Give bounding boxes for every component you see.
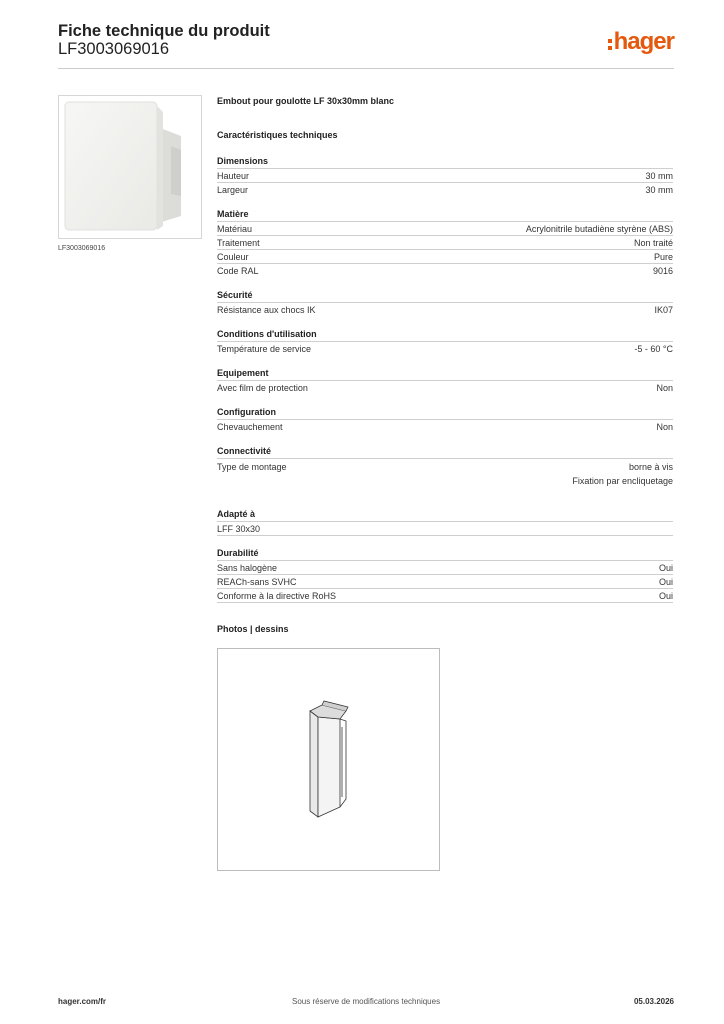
spec-value: 30 mm	[645, 184, 673, 195]
section-photos: Photos | dessins	[217, 624, 289, 634]
spec-row	[217, 521, 673, 535]
spec-label: Couleur	[217, 251, 249, 262]
spec-value: Oui	[658, 576, 673, 587]
thumbnail-caption: LF3003069016	[58, 245, 106, 252]
end-cap-photo-icon	[59, 96, 201, 238]
spec-row	[217, 419, 673, 433]
section-conditions: Conditions d'utilisation	[217, 329, 317, 339]
spec-label: Type de montage	[217, 462, 287, 472]
product-reference: LF3003069016	[58, 40, 170, 58]
spec-row	[217, 249, 673, 263]
technical-drawing	[217, 648, 440, 871]
spec-value: Non traité	[633, 237, 673, 248]
spec-label: Température de service	[217, 343, 312, 354]
section-adapte: Adapté à	[217, 509, 256, 519]
spec-value: Oui	[658, 562, 673, 573]
spec-label: LFF 30x30	[217, 523, 261, 534]
page-title: Fiche technique du produit	[58, 22, 270, 40]
spec-row	[217, 341, 673, 355]
footer-disclaimer: Sous réserve de modifications techniques	[292, 997, 441, 1006]
logo-dots-icon	[608, 39, 612, 50]
spec-value: Acrylonitrile butadiène styrène (ABS)	[525, 223, 673, 234]
spec-label: Avec film de protection	[217, 382, 308, 393]
section-configuration: Configuration	[217, 407, 276, 417]
spec-value: 30 mm	[645, 170, 673, 181]
section-matiere: Matière	[217, 209, 249, 219]
footer-website-link[interactable]: hager.com/fr	[58, 997, 107, 1006]
spec-label: Chevauchement	[217, 421, 283, 432]
footer-date: 05.03.2026	[633, 997, 674, 1006]
spec-panel	[217, 94, 673, 636]
spec-value-line: Fixation par encliquetage	[572, 476, 673, 486]
spec-value: Oui	[658, 590, 673, 601]
spec-value: IK07	[654, 304, 673, 315]
section-caracteristiques: Caractéristiques techniques	[217, 130, 338, 140]
spec-label: Matériau	[217, 223, 253, 234]
spec-row	[217, 588, 673, 602]
spec-label: Conforme à la directive RoHS	[217, 590, 337, 601]
spec-row	[217, 221, 673, 235]
end-cap-drawing-icon	[218, 649, 439, 870]
spec-label: Code RAL	[217, 265, 259, 276]
spec-label: REACh-sans SVHC	[217, 576, 297, 587]
spec-row	[217, 235, 673, 249]
section-securite: Sécurité	[217, 290, 253, 300]
spec-row	[217, 263, 673, 277]
spec-value: Non	[656, 421, 673, 432]
spec-row	[217, 380, 673, 394]
spec-row	[217, 302, 673, 316]
product-name: Embout pour goulotte LF 30x30mm blanc	[217, 96, 395, 106]
spec-row	[217, 574, 673, 588]
spec-row	[217, 168, 673, 182]
spec-label: Résistance aux chocs IK	[217, 304, 316, 315]
spec-row	[217, 182, 673, 196]
spec-value-line: borne à vis	[628, 462, 673, 472]
section-dimensions: Dimensions	[217, 156, 269, 166]
logo-text: hager	[613, 28, 674, 55]
spec-label: Hauteur	[217, 170, 250, 181]
spec-row	[217, 458, 673, 487]
section-equipement: Equipement	[217, 368, 269, 378]
spec-value: 9016	[652, 265, 673, 276]
spec-value: -5 - 60 °C	[634, 343, 673, 354]
header-divider	[58, 68, 674, 69]
spec-value: Non	[656, 382, 673, 393]
spec-label: Largeur	[217, 184, 249, 195]
spec-label: Sans halogène	[217, 562, 278, 573]
section-connectivite: Connectivité	[217, 446, 272, 456]
section-durabilite: Durabilité	[217, 548, 259, 558]
spec-row	[217, 560, 673, 574]
hager-logo	[608, 28, 674, 56]
spec-label: Traitement	[217, 237, 260, 248]
page-header	[58, 20, 674, 68]
spec-value: Pure	[653, 251, 673, 262]
spec-value	[572, 459, 673, 488]
product-thumbnail	[58, 95, 202, 239]
